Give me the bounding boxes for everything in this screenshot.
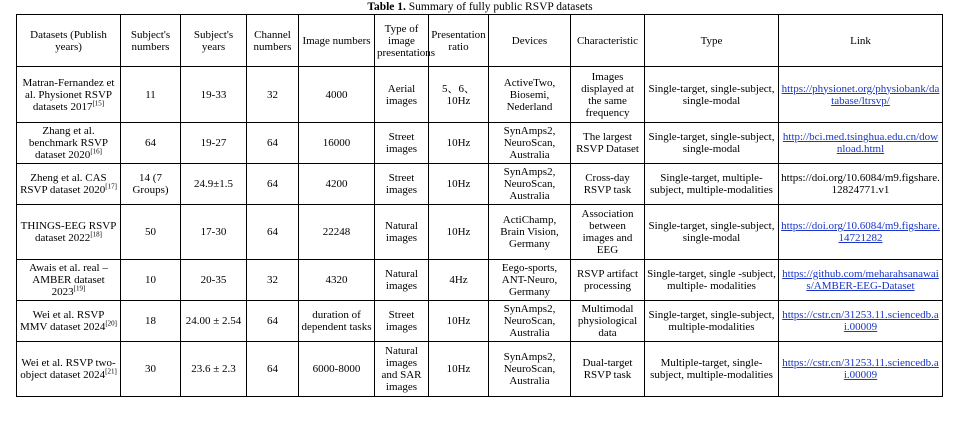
ratio-cell: 10Hz: [429, 123, 489, 164]
dataset-cell: [17, 123, 121, 164]
dataset-cell: [17, 260, 121, 301]
type-cell: Single-target, multiple-subject, multiple-modalities: [645, 164, 779, 205]
header-subject-numbers: Subject's numbers: [121, 15, 181, 67]
subjects-cell: 14 (7 Groups): [121, 164, 181, 205]
devices-cell: SynAmps2, NeuroScan, Australia: [489, 301, 571, 342]
table-caption-text: Summary of fully public RSVP datasets: [405, 1, 593, 13]
years-cell: 17-30: [181, 205, 247, 260]
years-cell: 20-35: [181, 260, 247, 301]
dataset-cell: [17, 205, 121, 260]
reference-marker: [18]: [90, 230, 102, 239]
channels-cell: 64: [247, 301, 299, 342]
type-cell: Single-target, single-subject, single-modal: [645, 123, 779, 164]
type-cell: Single-target, single-subject, multiple-modalities: [645, 301, 779, 342]
link-cell: [779, 342, 943, 397]
type-cell: Single-target, single-subject, single-modal: [645, 205, 779, 260]
devices-cell: SynAmps2, NeuroScan, Australia: [489, 164, 571, 205]
link-cell: [779, 67, 943, 123]
reference-marker: [15]: [92, 98, 105, 107]
dataset-name: Zhang et al. benchmark RSVP dataset 2020: [28, 125, 109, 161]
ratio-cell: 10Hz: [429, 342, 489, 397]
images-cell: 4320: [299, 260, 375, 301]
dataset-link[interactable]: https://cstr.cn/31253.11.sciencedb.ai.00009: [782, 309, 939, 333]
subjects-cell: 50: [121, 205, 181, 260]
characteristic-cell: Multimodal physiological data: [571, 301, 645, 342]
years-cell: 23.6 ± 2.3: [181, 342, 247, 397]
images-cell: duration of dependent tasks: [299, 301, 375, 342]
images-cell: 6000-8000: [299, 342, 375, 397]
dataset-link[interactable]: http://bci.med.tsinghua.edu.cn/download.html: [782, 131, 939, 155]
characteristic-cell: Cross-day RSVP task: [571, 164, 645, 205]
table-row: [17, 205, 943, 260]
characteristic-cell: Images displayed at the same frequency: [571, 67, 645, 123]
characteristic-cell: Dual-target RSVP task: [571, 342, 645, 397]
dataset-cell: [17, 67, 121, 123]
dataset-link[interactable]: https://cstr.cn/31253.11.sciencedb.ai.00009: [782, 357, 939, 381]
dataset-link[interactable]: https://doi.org/10.6084/m9.figshare.12824771.v1: [781, 172, 940, 196]
dataset-link[interactable]: https://physionet.org/physiobank/database/ltrsvp/: [781, 82, 940, 107]
header-characteristic: Characteristic: [571, 15, 645, 67]
type-cell: Multiple-target, single-subject, multiple-modalities: [645, 342, 779, 397]
header-presentation-type: Type of image presentations: [375, 15, 429, 67]
channels-cell: 64: [247, 123, 299, 164]
presentation-type-cell: Natural images: [375, 260, 429, 301]
presentation-type-cell: Street images: [375, 123, 429, 164]
header-row: [17, 15, 943, 67]
link-cell: [779, 123, 943, 164]
table-caption: [0, 1, 960, 14]
datasets-table: [16, 14, 943, 397]
characteristic-cell: The largest RSVP Dataset: [571, 123, 645, 164]
reference-marker: [19]: [73, 284, 86, 293]
table-row: [17, 342, 943, 397]
dataset-name: Awais et al. real – AMBER dataset 2023: [29, 262, 108, 298]
images-cell: 16000: [299, 123, 375, 164]
devices-cell: ActiChamp, Brain Vision, Germany: [489, 205, 571, 260]
presentation-type-cell: Street images: [375, 164, 429, 205]
reference-marker: [20]: [105, 319, 118, 328]
subjects-cell: 10: [121, 260, 181, 301]
ratio-cell: 10Hz: [429, 301, 489, 342]
images-cell: 22248: [299, 205, 375, 260]
images-cell: 4000: [299, 67, 375, 123]
dataset-name: Wei et al. RSVP MMV dataset 2024: [19, 309, 106, 333]
devices-cell: SynAmps2, NeuroScan, Australia: [489, 342, 571, 397]
channels-cell: 32: [247, 67, 299, 123]
dataset-name: Matran-Fernandez et al. Physionet RSVP datasets 2017: [22, 76, 115, 113]
reference-marker: [17]: [105, 182, 117, 191]
years-cell: 19-33: [181, 67, 247, 123]
channels-cell: 64: [247, 205, 299, 260]
header-subject-years: Subject's years: [181, 15, 247, 67]
dataset-cell: [17, 342, 121, 397]
subjects-cell: 18: [121, 301, 181, 342]
subjects-cell: 30: [121, 342, 181, 397]
ratio-cell: 5、6、10Hz: [429, 67, 489, 123]
dataset-link[interactable]: https://github.com/meharahsanawais/AMBER-EEG-Dataset: [782, 268, 939, 292]
header-datasets: Datasets (Publish years): [17, 15, 121, 67]
devices-cell: ActiveTwo, Biosemi, Nederland: [489, 67, 571, 123]
presentation-type-cell: Natural images: [375, 205, 429, 260]
type-cell: Single-target, single -subject, multiple- modalities: [645, 260, 779, 301]
table-row: [17, 260, 943, 301]
dataset-link[interactable]: https://doi.org/10.6084/m9.figshare.14721282: [781, 220, 940, 244]
header-presentation-ratio: Presentation ratio: [429, 15, 489, 67]
header-image-numbers: Image numbers: [299, 15, 375, 67]
link-cell: [779, 205, 943, 260]
link-cell: [779, 301, 943, 342]
link-cell: [779, 260, 943, 301]
channels-cell: 32: [247, 260, 299, 301]
link-cell: [779, 164, 943, 205]
ratio-cell: 10Hz: [429, 164, 489, 205]
characteristic-cell: Association between images and EEG: [571, 205, 645, 260]
dataset-name: Zheng et al. CAS RSVP dataset 2020: [20, 172, 107, 196]
dataset-name: Wei et al. RSVP two-object dataset 2024: [20, 357, 116, 381]
presentation-type-cell: Aerial images: [375, 67, 429, 123]
presentation-type-cell: Natural images and SAR images: [375, 342, 429, 397]
years-cell: 19-27: [181, 123, 247, 164]
years-cell: 24.00 ± 2.54: [181, 301, 247, 342]
subjects-cell: 64: [121, 123, 181, 164]
header-link: Link: [779, 15, 943, 67]
characteristic-cell: RSVP artifact processing: [571, 260, 645, 301]
ratio-cell: 10Hz: [429, 205, 489, 260]
devices-cell: SynAmps2, NeuroScan, Australia: [489, 123, 571, 164]
ratio-cell: 4Hz: [429, 260, 489, 301]
table-row: [17, 67, 943, 123]
presentation-type-cell: Street images: [375, 301, 429, 342]
channels-cell: 64: [247, 164, 299, 205]
dataset-name: THINGS-EEG RSVP dataset 2022: [20, 220, 117, 244]
header-devices: Devices: [489, 15, 571, 67]
dataset-cell: [17, 164, 121, 205]
header-channel-numbers: Channel numbers: [247, 15, 299, 67]
dataset-cell: [17, 301, 121, 342]
subjects-cell: 11: [121, 67, 181, 123]
type-cell: Single-target, single-subject, single-modal: [645, 67, 779, 123]
images-cell: 4200: [299, 164, 375, 205]
reference-marker: [16]: [90, 147, 102, 156]
years-cell: 24.9±1.5: [181, 164, 247, 205]
reference-marker: [21]: [105, 367, 117, 376]
header-type: Type: [645, 15, 779, 67]
channels-cell: 64: [247, 342, 299, 397]
table-row: [17, 123, 943, 164]
table-row: [17, 301, 943, 342]
devices-cell: Eego-sports, ANT-Neuro, Germany: [489, 260, 571, 301]
table-row: [17, 164, 943, 205]
table-caption-label: Table 1.: [367, 1, 406, 13]
